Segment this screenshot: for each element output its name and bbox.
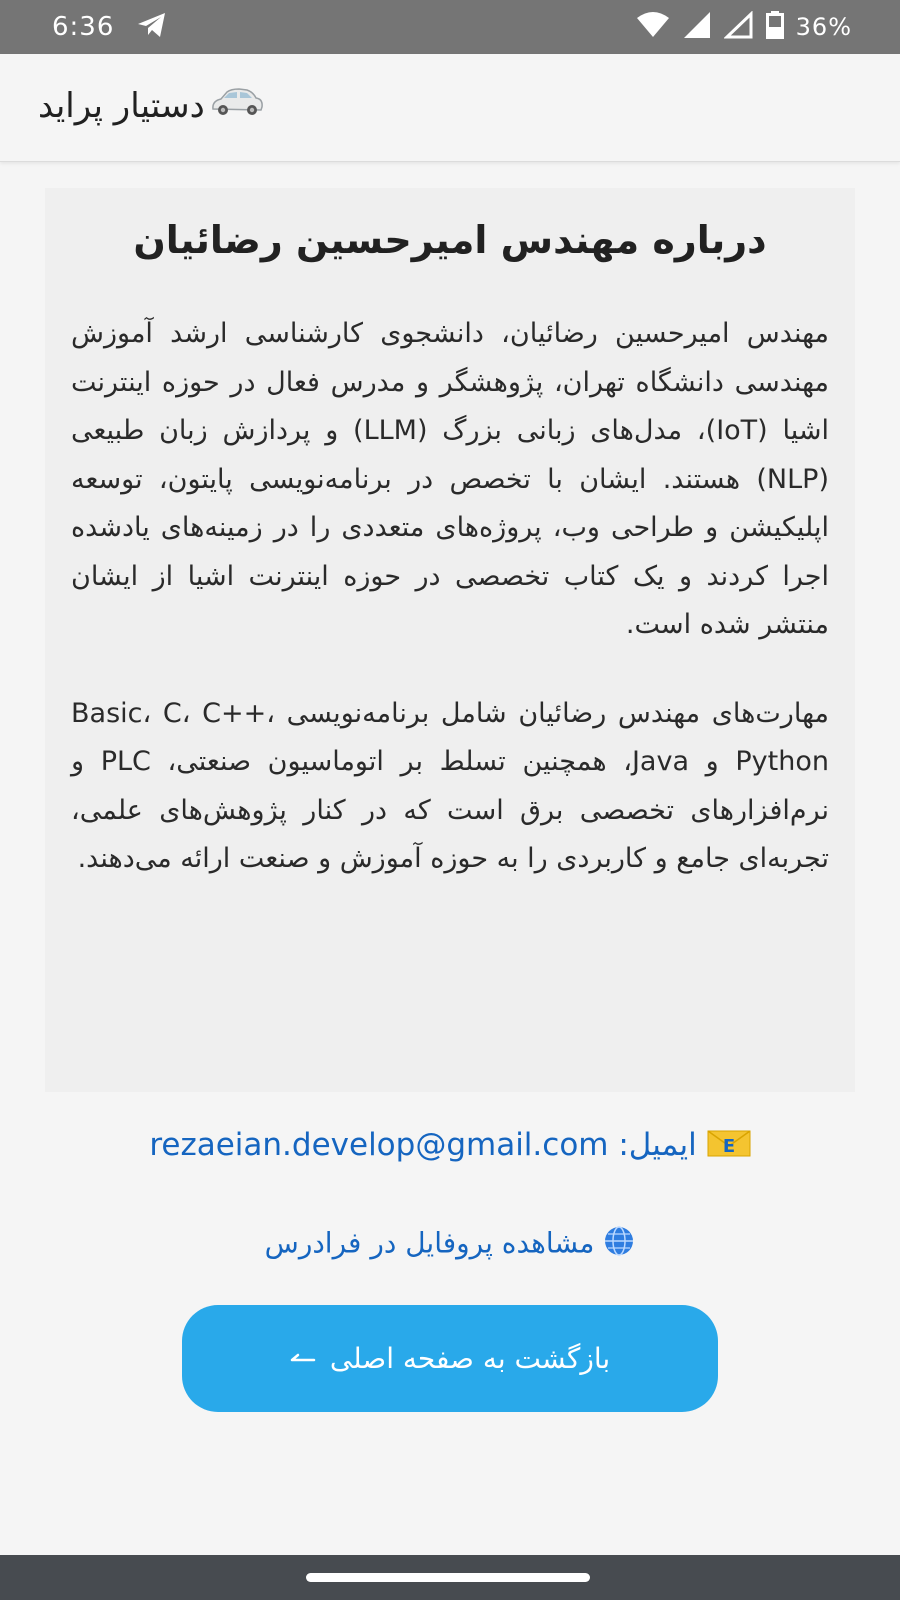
svg-text:E: E <box>722 1135 735 1157</box>
back-home-button[interactable] <box>182 1305 718 1412</box>
signal-outline-icon <box>724 11 754 43</box>
email-row <box>0 1127 900 1166</box>
status-bar <box>0 0 900 54</box>
back-button-label: بازگشت به صفحه اصلی <box>329 1342 611 1375</box>
status-right <box>636 11 852 43</box>
app-title <box>38 86 265 126</box>
arrow-left-icon <box>290 1342 316 1375</box>
about-title: درباره مهندس امیرحسین رضائیان <box>133 218 767 262</box>
home-gesture-pill[interactable] <box>306 1573 590 1582</box>
about-card <box>45 188 855 1092</box>
status-time: 6:36 <box>52 12 115 42</box>
wifi-icon <box>636 12 670 42</box>
status-left <box>52 11 168 43</box>
email-label: ایمیل: <box>618 1127 697 1163</box>
battery-icon <box>766 11 784 43</box>
globe-icon <box>603 1225 635 1264</box>
profile-row[interactable] <box>0 1225 900 1264</box>
email-icon <box>707 1128 751 1166</box>
app-bar <box>0 54 900 162</box>
signal-icon <box>682 11 712 43</box>
telegram-icon <box>136 11 168 43</box>
battery-percent: 36% <box>795 13 852 41</box>
car-icon <box>209 86 265 126</box>
about-paragraph-1: مهندس امیرحسین رضائیان، دانشجوی کارشناسی ارشد آموزش مهندسی دانشگاه تهران، پژوهشگر و مدرس فعال در حوزه اینترنت اشیا (IoT)، مدل‌های زبانی بزرگ (LLM) و پردازش زبان طبیعی (NLP) هستند. ایشان با تخصص در برنامه‌نویسی پایتون، توسعه اپلیکیشن و طراحی وب، پروژه‌های متعددی را در زمینه‌های یادشده اجرا کردند و یک کتاب تخصصی در حوزه اینترنت اشیا از ایشان منتشر شده است. <box>71 318 829 640</box>
app-title-text: دستیار پراید <box>38 86 205 126</box>
profile-link[interactable]: مشاهده پروفایل در فرادرس <box>264 1226 595 1260</box>
about-paragraph-2: مهارت‌های مهندس رضائیان شامل برنامه‌نویسی Basic، C، C++، Python و Java، همچنین تسلط بر اتوماسیون صنعتی، PLC و نرم‌افزارهای تخصصی برق است که در کنار پژوهش‌های علمی، تجربه‌ای جامع و کاربردی را به حوزه آموزش و صنعت ارائه می‌دهند. <box>71 697 829 874</box>
email-link[interactable]: rezaeian.develop@gmail.com <box>149 1127 609 1163</box>
